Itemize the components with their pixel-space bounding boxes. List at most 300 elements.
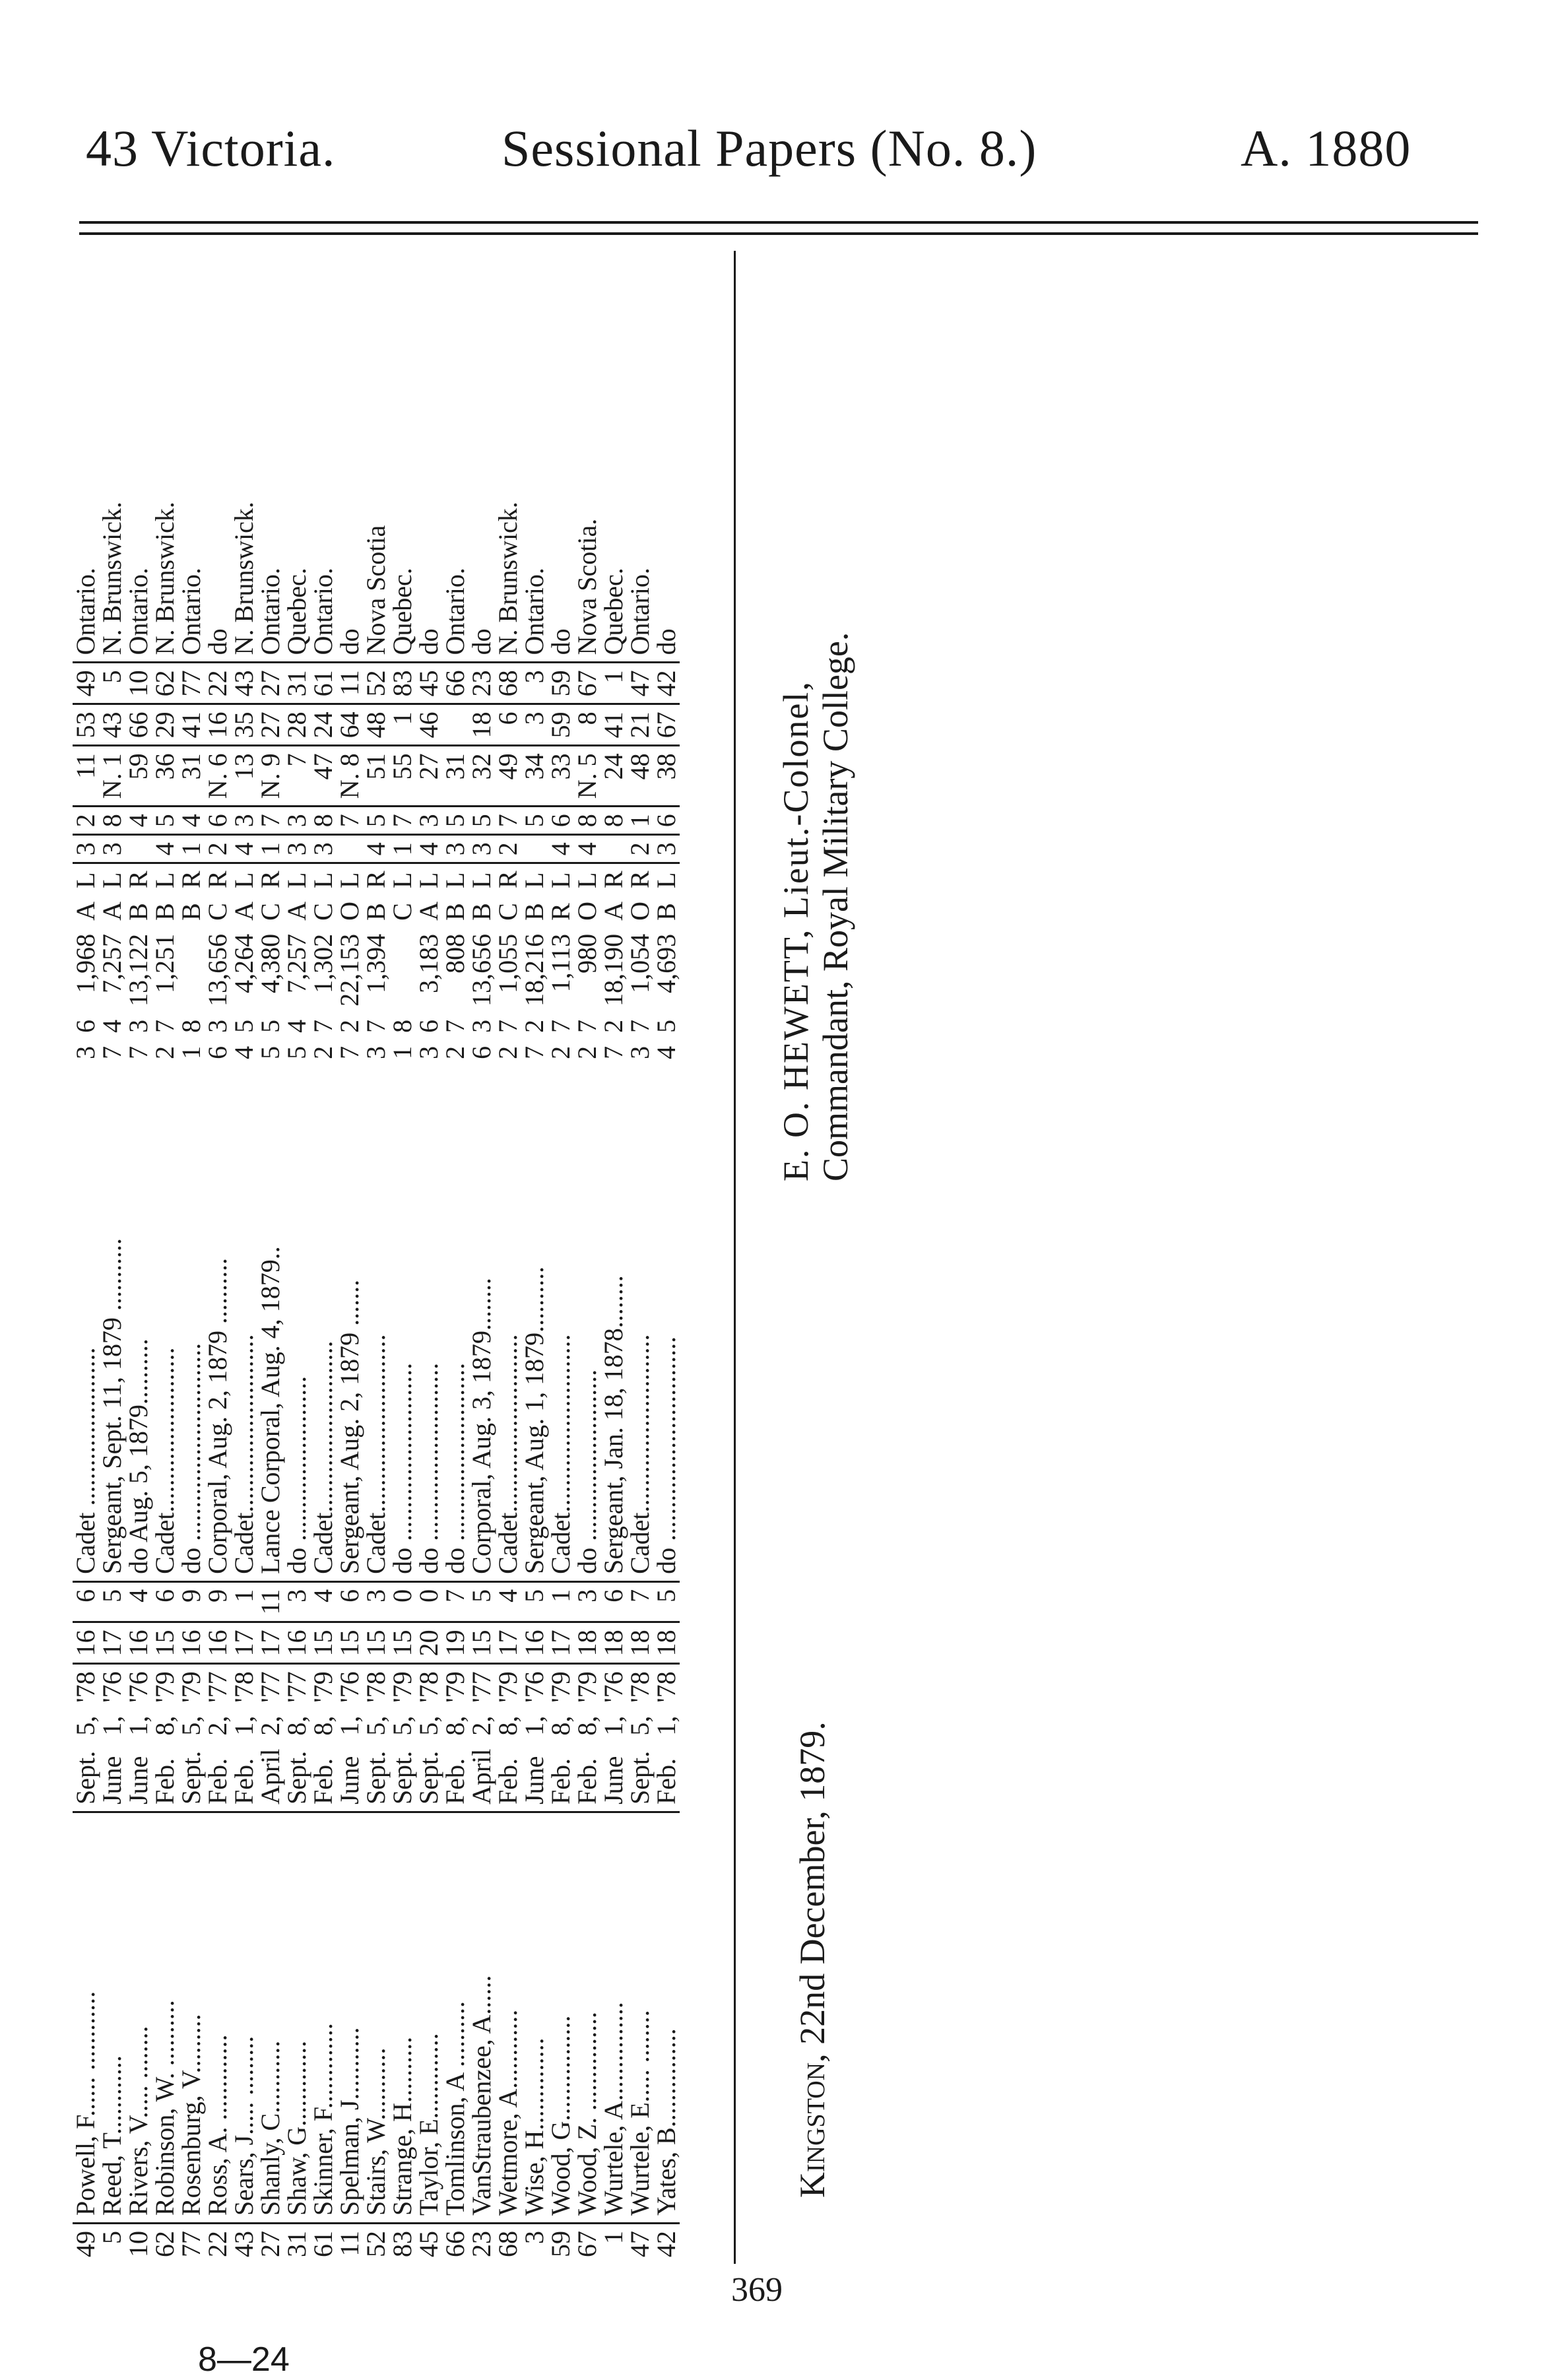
cell-name: Wurtele, E..... ........ <box>627 1812 653 2224</box>
cell-c5: 7 <box>337 807 363 835</box>
cell-c7: 24 <box>310 704 337 746</box>
cell-c8: 10 <box>125 663 152 704</box>
cell-number: 77 <box>176 2231 206 2257</box>
cell-c6: 49 <box>495 746 521 807</box>
cell-c6: 24 <box>600 746 627 807</box>
cell-lr: L <box>335 872 364 888</box>
cell-name: Robinson, W. .......... <box>152 1812 178 2224</box>
cell-grade: C <box>308 903 338 921</box>
cell-c4: 3 <box>310 835 337 863</box>
table-row <box>548 463 574 2264</box>
cell-number: 61 <box>308 2231 338 2257</box>
cell-rank: Cadet........................... <box>548 1066 574 1582</box>
cell-number: 62 <box>150 2231 179 2257</box>
cell-lr: L <box>308 872 338 888</box>
cell-lr: R <box>599 871 628 888</box>
cell-c2: 3 <box>71 1045 100 1059</box>
cell-grade: B <box>519 903 549 921</box>
cell-province: do <box>337 463 363 663</box>
table-row <box>73 463 99 2264</box>
cell-grade: A <box>229 901 259 921</box>
cell-c8: 47 <box>627 663 653 704</box>
cell-province: N. Brunswick. <box>231 463 257 663</box>
cell-name: Strange, H.......... <box>389 1812 416 2224</box>
cell-c6: 47 <box>310 746 337 807</box>
table-row <box>257 463 284 2264</box>
cell-c6: N. 5 <box>574 746 600 807</box>
cell-province: Ontario. <box>257 463 284 663</box>
table-row <box>363 463 389 2264</box>
cell-rank: do ......................... <box>284 1066 310 1582</box>
cell-c1: 4 <box>125 1581 152 1622</box>
table-row <box>600 463 627 2264</box>
table-row <box>574 463 600 2264</box>
cell-c5: 7 <box>389 807 416 835</box>
cell-grade: A <box>414 901 443 921</box>
cell-year: '79 <box>440 1671 470 1703</box>
cell-c1: 0 <box>416 1581 442 1622</box>
sheet-mark: 8—24 <box>198 2340 290 2379</box>
cell-c2: 7 <box>97 1045 127 1059</box>
cell-name: Wood, Z. ............... <box>574 1812 600 2224</box>
cell-grade: A <box>599 901 628 921</box>
cell-score: 1,302 <box>308 933 338 993</box>
table-row <box>99 463 125 2264</box>
cell-c6: 31 <box>442 746 469 807</box>
cell-c3: 3 <box>467 1019 496 1033</box>
cell-province: Ontario. <box>125 463 152 663</box>
cell-c2: 2 <box>493 1045 523 1059</box>
cell-number: 11 <box>335 2231 364 2257</box>
cell-age: 16 <box>125 1622 152 1664</box>
cell-name: Wetmore, A............ <box>495 1812 521 2224</box>
cell-rank: Sergeant, Sept. 11, 1879 ........... <box>99 1066 125 1582</box>
cell-c7: 53 <box>73 704 99 746</box>
cell-c3: 2 <box>335 1019 364 1033</box>
cell-grade: B <box>440 903 470 921</box>
cell-grade: B <box>361 903 391 921</box>
cell-score: 1,251 <box>150 933 179 993</box>
cell-grade: R <box>546 903 575 921</box>
cell-month: Feb. <box>152 1742 178 1812</box>
cell-month: Sept. <box>363 1742 389 1812</box>
cell-day: 8, <box>308 1715 338 1736</box>
cell-month: June <box>337 1742 363 1812</box>
cell-name: Sears, J..... ......... <box>231 1812 257 2224</box>
header-title: Sessional Papers (No. 8.) <box>502 119 1037 177</box>
cell-score: 4,380 <box>255 933 285 993</box>
cell-year: '77 <box>255 1671 285 1703</box>
cell-year: '77 <box>203 1671 232 1703</box>
cell-province: Nova Scotia <box>363 463 389 663</box>
cell-grade: C <box>387 903 417 921</box>
cell-month: Feb. <box>574 1742 600 1812</box>
cell-c5: 5 <box>152 807 178 835</box>
cell-c5: 8 <box>99 807 125 835</box>
table-row <box>627 463 653 2264</box>
cell-age: 18 <box>574 1622 600 1664</box>
cell-c7: 67 <box>653 704 680 746</box>
cell-c5: 2 <box>73 807 99 835</box>
cell-grade: C <box>255 903 285 921</box>
cell-score: 980 <box>572 933 602 974</box>
cell-c4: 1 <box>257 835 284 863</box>
cell-c6: 13 <box>231 746 257 807</box>
table-row <box>337 463 363 2264</box>
cell-c4: 2 <box>495 835 521 863</box>
cell-c8: 83 <box>389 663 416 704</box>
cell-rank: Cadet ........................ <box>73 1066 99 1582</box>
cell-c7: 66 <box>125 704 152 746</box>
cell-age: 18 <box>600 1622 627 1664</box>
cell-c3: 6 <box>414 1019 443 1033</box>
cell-age: 18 <box>653 1622 680 1664</box>
cell-number: 23 <box>467 2231 496 2257</box>
cell-c5: 8 <box>310 807 337 835</box>
cell-grade: C <box>203 903 232 921</box>
cell-c8: 42 <box>653 663 680 704</box>
cadet-table-grid <box>73 463 680 2264</box>
cell-c4 <box>521 835 548 863</box>
cell-year: '78 <box>229 1671 259 1703</box>
cell-c4: 4 <box>363 835 389 863</box>
cell-c5: 3 <box>284 807 310 835</box>
cell-c6: N. 6 <box>205 746 231 807</box>
cell-number: 67 <box>572 2231 602 2257</box>
cell-c7: 6 <box>495 704 521 746</box>
cell-c6: 48 <box>627 746 653 807</box>
cell-year: '76 <box>519 1671 549 1703</box>
cell-month: June <box>99 1742 125 1812</box>
cell-age: 16 <box>284 1622 310 1664</box>
cell-name: VanStraubenzee, A...... <box>469 1812 495 2224</box>
cell-province: Quebec. <box>389 463 416 663</box>
cell-rank: do ............................... <box>653 1066 680 1582</box>
cell-name: Taylor, E............. <box>416 1812 442 2224</box>
cell-number: 45 <box>414 2231 443 2257</box>
cell-province: do <box>653 463 680 663</box>
cell-year: '79 <box>493 1671 523 1703</box>
cell-c1: 6 <box>73 1581 99 1622</box>
cell-lr: R <box>123 871 153 888</box>
cell-grade: C <box>493 903 523 921</box>
cell-lr: L <box>572 872 602 888</box>
cadet-table <box>73 284 732 2264</box>
cell-c5: 5 <box>363 807 389 835</box>
cell-score <box>389 927 416 1013</box>
cell-c6: 31 <box>178 746 205 807</box>
cell-day: 5, <box>625 1715 655 1736</box>
cell-c1: 4 <box>495 1581 521 1622</box>
cell-c7: 41 <box>178 704 205 746</box>
cell-c5: 5 <box>469 807 495 835</box>
cell-c5: 5 <box>521 807 548 835</box>
cell-c1: 3 <box>284 1581 310 1622</box>
cell-rank: do ........................... <box>442 1066 469 1582</box>
cell-rank: Cadet........................... <box>627 1066 653 1582</box>
cell-lr: R <box>203 871 232 888</box>
cell-name: Ross, A. ............. <box>205 1812 231 2224</box>
cell-month: Feb. <box>310 1742 337 1812</box>
cell-c5: 3 <box>416 807 442 835</box>
cell-province: do <box>416 463 442 663</box>
cell-c2: 7 <box>519 1045 549 1059</box>
cell-c7: 35 <box>231 704 257 746</box>
cell-c2: 3 <box>625 1045 655 1059</box>
cell-province: N. Brunswick. <box>99 463 125 663</box>
cell-number: 66 <box>440 2231 470 2257</box>
cell-c1: 5 <box>469 1581 495 1622</box>
cell-month: Feb. <box>442 1742 469 1812</box>
cell-number: 49 <box>71 2231 100 2257</box>
cell-c5: 4 <box>178 807 205 835</box>
cell-month: Sept. <box>284 1742 310 1812</box>
cell-c2: 6 <box>203 1045 232 1059</box>
table-row <box>284 463 310 2264</box>
cell-name: Yates, B............... <box>653 1812 680 2224</box>
cell-number: 10 <box>123 2231 153 2257</box>
cell-number: 5 <box>97 2231 127 2244</box>
cell-c2: 3 <box>361 1045 391 1059</box>
cell-rank: Sergeant, Aug. 1, 1879.......... <box>521 1066 548 1582</box>
cell-lr: L <box>71 872 100 888</box>
cell-c3: 7 <box>572 1019 602 1033</box>
cell-age: 16 <box>178 1622 205 1664</box>
cell-age: 15 <box>337 1622 363 1664</box>
cell-age: 17 <box>231 1622 257 1664</box>
cell-c7: 1 <box>389 704 416 746</box>
cell-c3: 4 <box>97 1019 127 1033</box>
cell-province: do <box>548 463 574 663</box>
table-row <box>469 463 495 2264</box>
cell-c6: 32 <box>469 746 495 807</box>
cell-c1: 7 <box>442 1581 469 1622</box>
cell-c4 <box>600 835 627 863</box>
cell-c7: 41 <box>600 704 627 746</box>
cell-day: 1, <box>519 1715 549 1736</box>
table-row <box>416 463 442 2264</box>
cell-score: 1,054 <box>625 933 655 993</box>
cell-province: Ontario. <box>310 463 337 663</box>
cell-c4: 3 <box>442 835 469 863</box>
cell-rank: Corporal, Aug. 2, 1879 .......... <box>205 1066 231 1582</box>
cell-c1: 4 <box>310 1581 337 1622</box>
cell-c2: 2 <box>308 1045 338 1059</box>
cell-grade: B <box>651 903 681 921</box>
cell-name: Spelman, J........... <box>337 1812 363 2224</box>
cell-year: '79 <box>308 1671 338 1703</box>
cell-name: Powell, F...... ............ <box>73 1812 99 2224</box>
cell-c3: 3 <box>203 1019 232 1033</box>
cell-c4: 4 <box>416 835 442 863</box>
cell-score: 13,122 <box>123 933 153 1007</box>
cell-c1: 6 <box>600 1581 627 1622</box>
cell-c8: 62 <box>152 663 178 704</box>
cell-month: Feb. <box>653 1742 680 1812</box>
cell-rank: do .......................... <box>574 1066 600 1582</box>
cell-lr: L <box>150 872 179 888</box>
cell-year: '78 <box>625 1671 655 1703</box>
cell-rank: Cadet........................... <box>231 1066 257 1582</box>
cell-year: '78 <box>361 1671 391 1703</box>
cell-lr: L <box>387 872 417 888</box>
cell-number: 47 <box>625 2231 655 2257</box>
cell-rank: do Aug. 5, 1879.......... <box>125 1066 152 1582</box>
cell-score: 13,656 <box>467 933 496 1007</box>
cell-c4: 1 <box>178 835 205 863</box>
cell-c2: 5 <box>282 1045 311 1059</box>
cell-number: 3 <box>519 2231 549 2244</box>
cell-c4: 3 <box>99 835 125 863</box>
cell-age: 19 <box>442 1622 469 1664</box>
cell-lr: R <box>625 871 655 888</box>
cell-year: '77 <box>282 1671 311 1703</box>
cell-day: 5, <box>414 1715 443 1736</box>
table-row <box>653 463 680 2264</box>
cell-score: 4,693 <box>651 933 681 993</box>
cell-c7: 48 <box>363 704 389 746</box>
cell-c8: 43 <box>231 663 257 704</box>
cell-day: 2, <box>255 1715 285 1736</box>
cell-number: 83 <box>387 2231 417 2257</box>
cell-lr: L <box>229 872 259 888</box>
cell-year: '78 <box>651 1671 681 1703</box>
cell-month: June <box>600 1742 627 1812</box>
cell-score: 18,190 <box>599 933 628 1007</box>
cell-month: June <box>521 1742 548 1812</box>
cell-day: 2, <box>203 1715 232 1736</box>
cell-day: 8, <box>282 1715 311 1736</box>
cell-month: Feb. <box>231 1742 257 1812</box>
cell-c5: 4 <box>125 807 152 835</box>
cell-score: 1,055 <box>493 933 523 993</box>
cell-c4 <box>125 835 152 863</box>
cell-c1: 1 <box>231 1581 257 1622</box>
cell-lr: L <box>282 872 311 888</box>
cell-rank: Cadet.......................... <box>310 1066 337 1582</box>
cell-c3: 5 <box>229 1019 259 1033</box>
cell-c7: 18 <box>469 704 495 746</box>
cell-c1: 7 <box>627 1581 653 1622</box>
cell-year: '78 <box>414 1671 443 1703</box>
cell-c7: 46 <box>416 704 442 746</box>
cell-month: April <box>469 1742 495 1812</box>
cell-province: Ontario. <box>521 463 548 663</box>
cell-lr: L <box>519 872 549 888</box>
cell-c1: 5 <box>521 1581 548 1622</box>
cell-number: 43 <box>229 2231 259 2257</box>
cell-c5: 6 <box>653 807 680 835</box>
cell-c8: 22 <box>205 663 231 704</box>
cell-c4: 3 <box>653 835 680 863</box>
table-row <box>495 463 521 2264</box>
cell-c5: 7 <box>257 807 284 835</box>
cell-c3: 8 <box>387 1019 417 1033</box>
date-place: Kingston, <box>793 2053 832 2198</box>
cell-day: 8, <box>493 1715 523 1736</box>
cell-name: Shaw, G............. <box>284 1812 310 2224</box>
cell-name: Stairs, W........... <box>363 1812 389 2224</box>
cell-score: 7,257 <box>282 933 311 993</box>
cell-c3: 7 <box>361 1019 391 1033</box>
cell-age: 15 <box>152 1622 178 1664</box>
cell-c3: 5 <box>651 1019 681 1033</box>
cell-c6: 59 <box>125 746 152 807</box>
cell-c8: 67 <box>574 663 600 704</box>
cell-month: Sept. <box>73 1742 99 1812</box>
cell-c2: 2 <box>440 1045 470 1059</box>
cell-lr: L <box>651 872 681 888</box>
cell-c2: 7 <box>335 1045 364 1059</box>
cell-c3: 7 <box>493 1019 523 1033</box>
cell-c8: 23 <box>469 663 495 704</box>
cell-age: 17 <box>495 1622 521 1664</box>
cell-province: Ontario. <box>178 463 205 663</box>
cell-c4: 3 <box>284 835 310 863</box>
cell-lr: L <box>414 872 443 888</box>
cell-c3: 2 <box>519 1019 549 1033</box>
cell-score: 18,216 <box>519 933 549 1007</box>
cell-c8: 52 <box>363 663 389 704</box>
header-rule <box>79 232 1478 235</box>
cell-c5: 1 <box>627 807 653 835</box>
cell-grade: B <box>150 903 179 921</box>
cell-c7: 59 <box>548 704 574 746</box>
cell-c6: 38 <box>653 746 680 807</box>
cell-c4: 3 <box>469 835 495 863</box>
cell-rank: Cadet........................... <box>495 1066 521 1582</box>
cell-grade: O <box>625 901 655 921</box>
cell-grade: B <box>123 903 153 921</box>
column-divider <box>734 251 736 2264</box>
page-number: 369 <box>731 2271 783 2309</box>
cell-month: Sept. <box>627 1742 653 1812</box>
cell-name: Reed, T............ <box>99 1812 125 2224</box>
cell-c6: 36 <box>152 746 178 807</box>
cell-c2: 1 <box>387 1045 417 1059</box>
cell-c2: 4 <box>229 1045 259 1059</box>
cell-c4: 4 <box>548 835 574 863</box>
cell-c4: 2 <box>627 835 653 863</box>
cell-month: Sept. <box>416 1742 442 1812</box>
cell-c8: 1 <box>600 663 627 704</box>
cell-c5: 6 <box>205 807 231 835</box>
cell-c6: 27 <box>416 746 442 807</box>
table-row <box>205 463 231 2264</box>
cell-c8: 68 <box>495 663 521 704</box>
table-row <box>442 463 469 2264</box>
cell-age: 15 <box>389 1622 416 1664</box>
header-rule <box>79 221 1478 224</box>
cell-c3: 7 <box>308 1019 338 1033</box>
cell-rank: Sergeant, Aug. 2, 1879 ....... <box>337 1066 363 1582</box>
cell-name: Rivers, V..... ........ <box>125 1812 152 2224</box>
cell-rank: do .............................. <box>178 1066 205 1582</box>
cell-day: 5, <box>387 1715 417 1736</box>
cell-day: 1, <box>651 1715 681 1736</box>
cell-c7: 64 <box>337 704 363 746</box>
cell-c2: 2 <box>546 1045 575 1059</box>
cell-lr: L <box>546 872 575 888</box>
cell-rank: do ........................... <box>416 1066 442 1582</box>
cell-name: Wise, H.............. <box>521 1812 548 2224</box>
cell-day: 1, <box>599 1715 628 1736</box>
cell-lr: L <box>440 872 470 888</box>
cell-score: 13,656 <box>203 933 232 1007</box>
cell-c1: 0 <box>389 1581 416 1622</box>
cell-c7 <box>442 704 469 746</box>
cell-c1: 1 <box>548 1581 574 1622</box>
